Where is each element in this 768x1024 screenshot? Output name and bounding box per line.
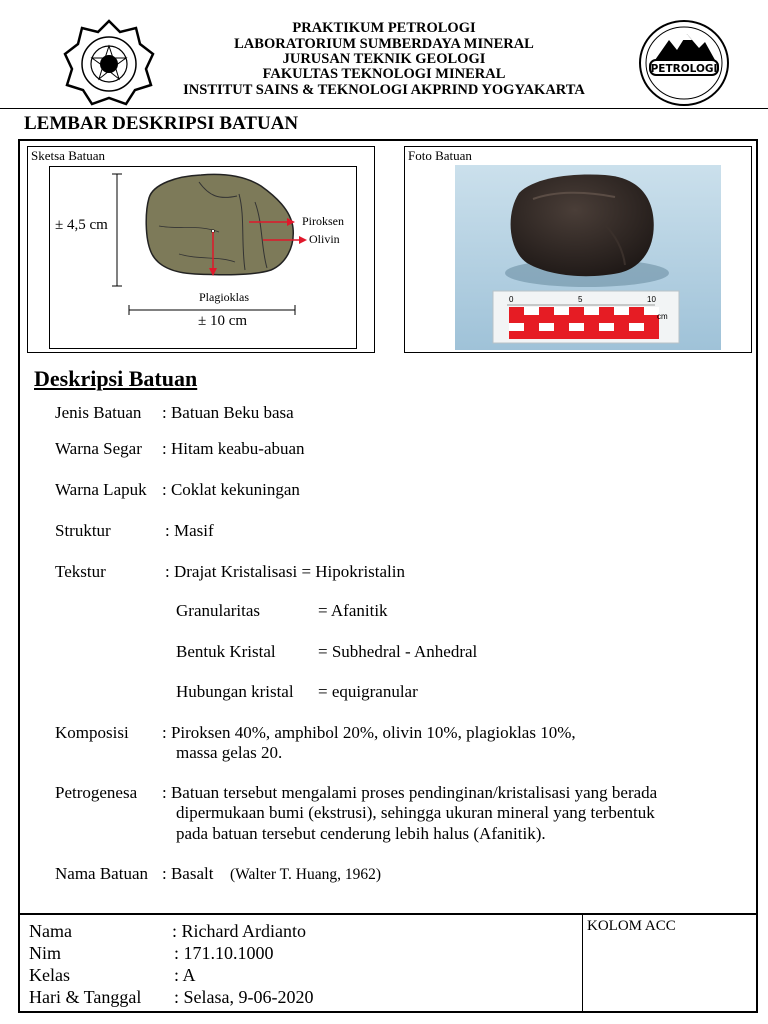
petrogenesa-line-1: : Batuan tersebut mengalami proses pendinginan/kristalisasi yang berada: [162, 783, 658, 802]
kelas-label: Kelas: [29, 965, 70, 985]
header-line-5: INSTITUT SAINS & TEKNOLOGI AKPRIND YOGYAKARTA: [183, 82, 585, 98]
sheet-title: LEMBAR DESKRIPSI BATUAN: [24, 113, 299, 134]
hubungan-kristal-value: = equigranular: [318, 682, 418, 701]
sketch-label: Sketsa Batuan: [31, 148, 106, 163]
nama-batuan-label: Nama Batuan: [55, 864, 148, 883]
tekstur-label: Tekstur: [55, 562, 106, 581]
acc-divider: [582, 913, 583, 1012]
petrogenesa-label: Petrogenesa: [55, 783, 138, 802]
sketch-width-label: ± 10 cm: [198, 313, 248, 329]
photo-label: Foto Batuan: [408, 148, 472, 163]
header-line-3: JURUSAN TEKNIK GEOLOGI: [282, 51, 486, 67]
petrogenesa-line-2: dipermukaan bumi (ekstrusi), sehingga ukuran mineral yang terbentuk: [176, 803, 655, 822]
nama-batuan-reference: (Walter T. Huang, 1962): [230, 866, 381, 883]
tanggal-value: : Selasa, 9-06-2020: [174, 987, 314, 1007]
scale-tick-5: 5: [578, 295, 583, 304]
jenis-value: : Batuan Beku basa: [162, 403, 294, 422]
sketch-height-label: ± 4,5 cm: [55, 217, 108, 233]
rock-photo: [455, 165, 721, 350]
mineral-label-olivin: Olivin: [309, 232, 340, 246]
description-heading: Deskripsi Batuan: [34, 366, 198, 391]
warna-segar-value: : Hitam keabu-abuan: [162, 439, 305, 458]
granularitas-value: = Afanitik: [318, 601, 388, 620]
jenis-label: Jenis Batuan: [55, 403, 142, 422]
warna-lapuk-value: : Coklat kekuningan: [162, 480, 300, 499]
header-line-2: LABORATORIUM SUMBERDAYA MINERAL: [234, 36, 534, 52]
petrogenesa-line-3: pada batuan tersebut cenderung lebih halus (Afanitik).: [176, 824, 546, 843]
mineral-label-plagioklas: Plagioklas: [199, 290, 249, 304]
hubungan-kristal-label: Hubungan kristal: [176, 682, 294, 701]
scale-tick-0: 0: [509, 295, 514, 304]
nim-label: Nim: [29, 943, 62, 963]
petrologi-logo-text: PETROLOGI: [650, 63, 718, 75]
granularitas-label: Granularitas: [176, 601, 261, 620]
scale-tick-10: 10: [647, 295, 656, 304]
komposisi-line-1: : Piroksen 40%, amphibol 20%, olivin 10%, plagioklas 10%,: [162, 723, 576, 742]
header-divider: [0, 108, 768, 109]
nim-value: : 171.10.1000: [174, 943, 274, 963]
warna-lapuk-label: Warna Lapuk: [55, 480, 147, 499]
bentuk-kristal-value: = Subhedral - Anhedral: [318, 642, 478, 661]
komposisi-label: Komposisi: [55, 723, 129, 742]
warna-segar-label: Warna Segar: [55, 439, 142, 458]
mineral-label-piroksen: Piroksen: [302, 214, 344, 228]
header-line-4: FAKULTAS TEKNOLOGI MINERAL: [262, 66, 506, 82]
nama-batuan-value: : Basalt: [162, 864, 214, 883]
struktur-label: Struktur: [55, 521, 111, 540]
nama-label: Nama: [29, 921, 72, 941]
bentuk-kristal-label: Bentuk Kristal: [176, 642, 276, 661]
komposisi-line-2: massa gelas 20.: [176, 743, 283, 762]
tekstur-value: : Drajat Kristalisasi = Hipokristalin: [165, 562, 405, 581]
kolom-acc-label: KOLOM ACC: [587, 918, 676, 934]
scale-unit: cm: [657, 312, 668, 321]
nama-value: : Richard Ardianto: [172, 921, 306, 941]
kelas-value: : A: [174, 965, 196, 985]
struktur-value: : Masif: [165, 521, 214, 540]
tanggal-label: Hari & Tanggal: [29, 987, 142, 1007]
header-line-1: PRAKTIKUM PETROLOGI: [292, 20, 476, 36]
